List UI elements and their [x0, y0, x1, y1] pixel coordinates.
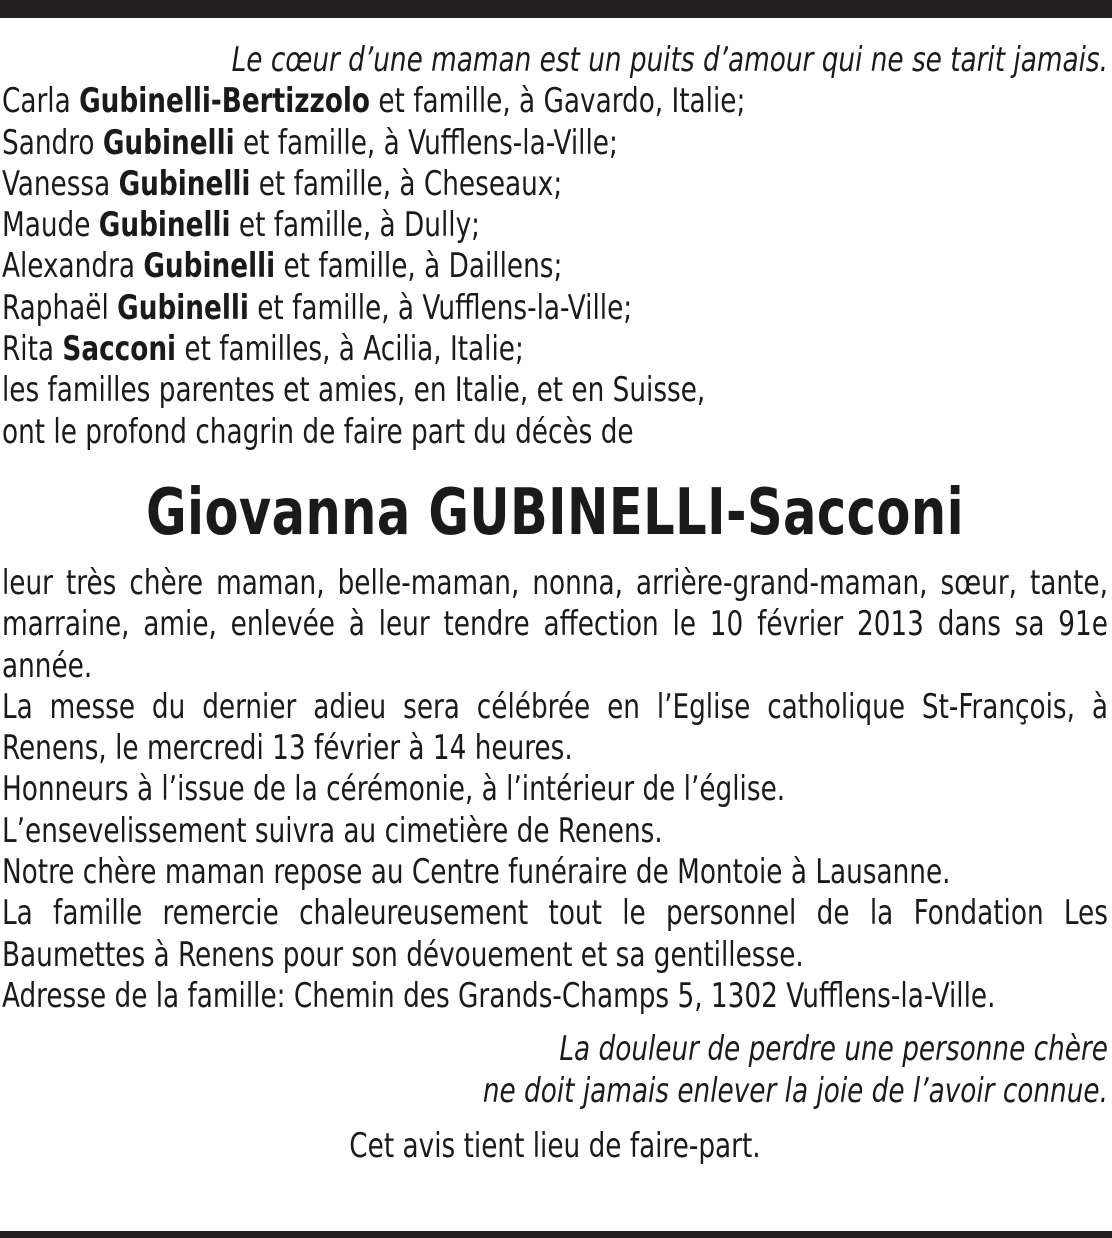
- family-member-last-name: Gubinelli: [143, 246, 276, 287]
- deceased-name: Giovanna GUBINELLI-Sacconi: [145, 475, 964, 550]
- family-member-line: [2, 288, 1108, 329]
- family-member-line: [2, 205, 1108, 246]
- bottom-border-rule: [0, 1231, 1112, 1238]
- family-member-last-name: Gubinelli: [98, 205, 231, 246]
- family-member-detail: et famille, à Vufflens-la-Ville;: [257, 287, 633, 328]
- paragraph-honours: Honneurs à l’issue de la cérémonie, à l’intérieur de l’église.: [2, 769, 786, 810]
- family-member-line: [2, 164, 1108, 205]
- family-member-last-name: Sacconi: [62, 329, 177, 370]
- family-member-first-name: Sandro: [2, 122, 95, 163]
- family-member-last-name: Gubinelli-Bertizzolo: [79, 81, 371, 122]
- paragraph-rest: Notre chère maman repose au Centre funéraire de Montoie à Lausanne.: [2, 852, 951, 893]
- paragraph-burial: L’ensevelissement suivra au cimetière de Renens.: [2, 810, 663, 851]
- paragraph-thanks: La famille remercie chaleureusement tout le personnel de la Fondation Les Baumettes à Renens pour son dévouement et sa gentillesse.: [2, 893, 1108, 975]
- family-member-first-name: Vanessa: [2, 163, 111, 204]
- notice-line: Cet avis tient lieu de faire-part.: [349, 1125, 761, 1166]
- top-border-rule: [0, 0, 1112, 18]
- family-member-detail: et familles, à Acilia, Italie;: [184, 329, 524, 370]
- family-member-detail: et famille, à Dully;: [238, 205, 481, 246]
- epigraph-quote: Le cœur d’une maman est un puits d’amour qui ne se tarit jamais.: [231, 40, 1108, 80]
- family-member-detail: et famille, à Cheseaux;: [258, 163, 563, 204]
- family-member-detail: et famille, à Daillens;: [283, 246, 563, 287]
- paragraph-mass: La messe du dernier adieu sera célébrée en l’Eglise catholique St-François, à Renens, le mercredi 13 février à 14 heures.: [2, 686, 1108, 769]
- announce-line: ont le profond chagrin de faire part du décès de: [2, 411, 634, 452]
- family-member-last-name: Gubinelli: [118, 163, 251, 204]
- family-member-first-name: Maude: [2, 205, 91, 246]
- family-list: [2, 81, 1108, 370]
- closing-quote-line-2: ne doit jamais enlever la joie de l’avoir connue.: [482, 1070, 1108, 1111]
- family-member-line: [2, 246, 1108, 287]
- family-member-line: [2, 123, 1108, 164]
- relatives-line: les familles parentes et amies, en Italie, et en Suisse,: [2, 370, 706, 411]
- family-member-first-name: Rita: [2, 329, 55, 370]
- family-member-first-name: Carla: [2, 81, 71, 122]
- family-member-detail: et famille, à Vufflens-la-Ville;: [242, 122, 618, 163]
- paragraph-tribute: leur très chère maman, belle-maman, nonna, arrière-grand-maman, sœur, tante, marraine, amie, enlevée à leur tendre affection le 10 février 2013 dans sa 91e année.: [2, 562, 1108, 686]
- family-member-first-name: Alexandra: [2, 246, 135, 287]
- family-member-line: [2, 81, 1108, 122]
- family-member-last-name: Gubinelli: [117, 287, 249, 328]
- paragraph-address: Adresse de la famille: Chemin des Grands-Champs 5, 1302 Vufflens-la-Ville.: [2, 975, 996, 1016]
- closing-quote: [2, 1029, 1108, 1112]
- family-member-last-name: Gubinelli: [102, 122, 235, 163]
- family-member-first-name: Raphaël: [2, 287, 109, 328]
- family-member-detail: et famille, à Gavardo, Italie;: [378, 81, 746, 122]
- obituary-notice: [2, 40, 1108, 1167]
- closing-quote-line-1: La douleur de perdre une personne chère: [559, 1029, 1108, 1070]
- family-member-line: [2, 329, 1108, 370]
